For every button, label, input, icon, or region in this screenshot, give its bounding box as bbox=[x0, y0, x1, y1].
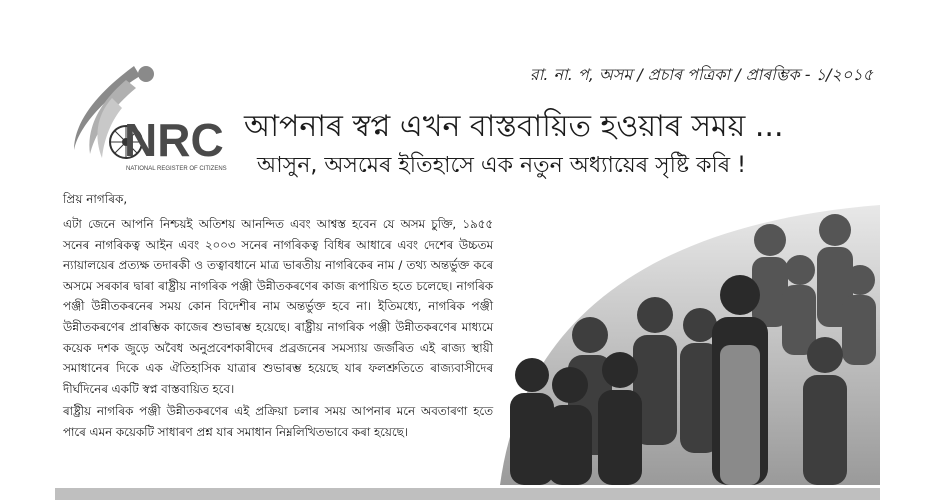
people-group-photo bbox=[480, 185, 880, 485]
letter-body bbox=[63, 214, 493, 443]
footer-band bbox=[55, 488, 880, 500]
nrc-logo-icon bbox=[64, 58, 229, 178]
logo-subtitle: NATIONAL REGISTER OF CITIZENS bbox=[126, 166, 227, 172]
logo-text: NRC bbox=[124, 114, 224, 166]
letter-greeting: প্ৰিয় নাগৰিক, bbox=[63, 192, 128, 206]
letter-paragraph: এটা জেনে আপনি নিশ্চয়ই অতিশয় আনন্দিত এবং আশ্বস্ত হবেন যে অসম চুক্তি, ১৯৫৫ সনেৰ নাগৰিকত্ব আইন এবং ২০০৩ সনেৰ নাগৰিকত্ব বিধিৰ আধাৰে এবং দেশেৰ উচ্চতম ন্যায়ালয়েৰ প্ৰত্যক্ষ তদাৰকী ও তত্বাবধানে মাত্ৰ ভাৰতীয় নাগৰিকেৰ নাম / তথ্য অন্তৰ্ভুক্ত কৰে অসমে সৰকাৰ দ্বাৰা ৰাষ্ট্ৰীয় নাগৰিক পঞ্জী উন্নীতকৰণেৰ কাজ ৰূপায়িত হতে চলেছে। নাগৰিক পঞ্জী উন্নীতকৰনেৰ সময় কোন বিদেশীৰ নাম অন্তৰ্ভুক্ত হবে না। ইতিমধ্যে, নাগৰিক পঞ্জী উন্নীতকৰণেৰ প্ৰাৰম্ভিক কাজেৰ শুভাৰম্ভ হয়েছে। ৰাষ্ট্ৰীয় নাগৰিক পঞ্জী উন্নীতকৰণেৰ মাধ্যমে কয়েক দশক জুড়ে অবৈধ অনুপ্ৰবেশকাৰীদেৰ প্ৰব্ৰজনেৰ সমস্যায় জৰ্জৰিত এই ৰাজ্য স্থায়ী সমাধানেৰ দিকে এক ঐতিহাসিক যাত্ৰাৰ শুভাৰম্ভ হয়েছে যাৰ ফলশ্ৰুতিতে ৰাজ্যবাসীদেৰ দীৰ্ঘদিনেৰ একটি স্বপ্ন বাস্তবায়িত হবে। bbox=[63, 217, 493, 396]
page-subheadline: আসুন, অসমেৰ ইতিহাসে এক নতুন অধ্যায়েৰ সৃষ্টি কৰি ! bbox=[257, 153, 746, 178]
letter-paragraph: ৰাষ্ট্ৰীয় নাগৰিক পঞ্জী উন্নীতকৰণেৰ এই প্ৰক্ৰিয়া চলাৰ সময় আপনাৰ মনে অবতাৰণা হতে পাৰে এমন কয়েকটি সাধাৰণ প্ৰশ্ন যাৰ সমাধান নিম্নলিখিতভাবে কৰা হয়েছে। bbox=[63, 404, 493, 439]
document-reference: রা. না. প, অসম / প্ৰচাৰ পত্ৰিকা / প্ৰাৰম্ভিক - ১/২০১৫ bbox=[529, 65, 873, 84]
page-headline: আপনাৰ স্বপ্ন এখন বাস্তবায়িত হওয়াৰ সময় ... bbox=[244, 109, 784, 144]
